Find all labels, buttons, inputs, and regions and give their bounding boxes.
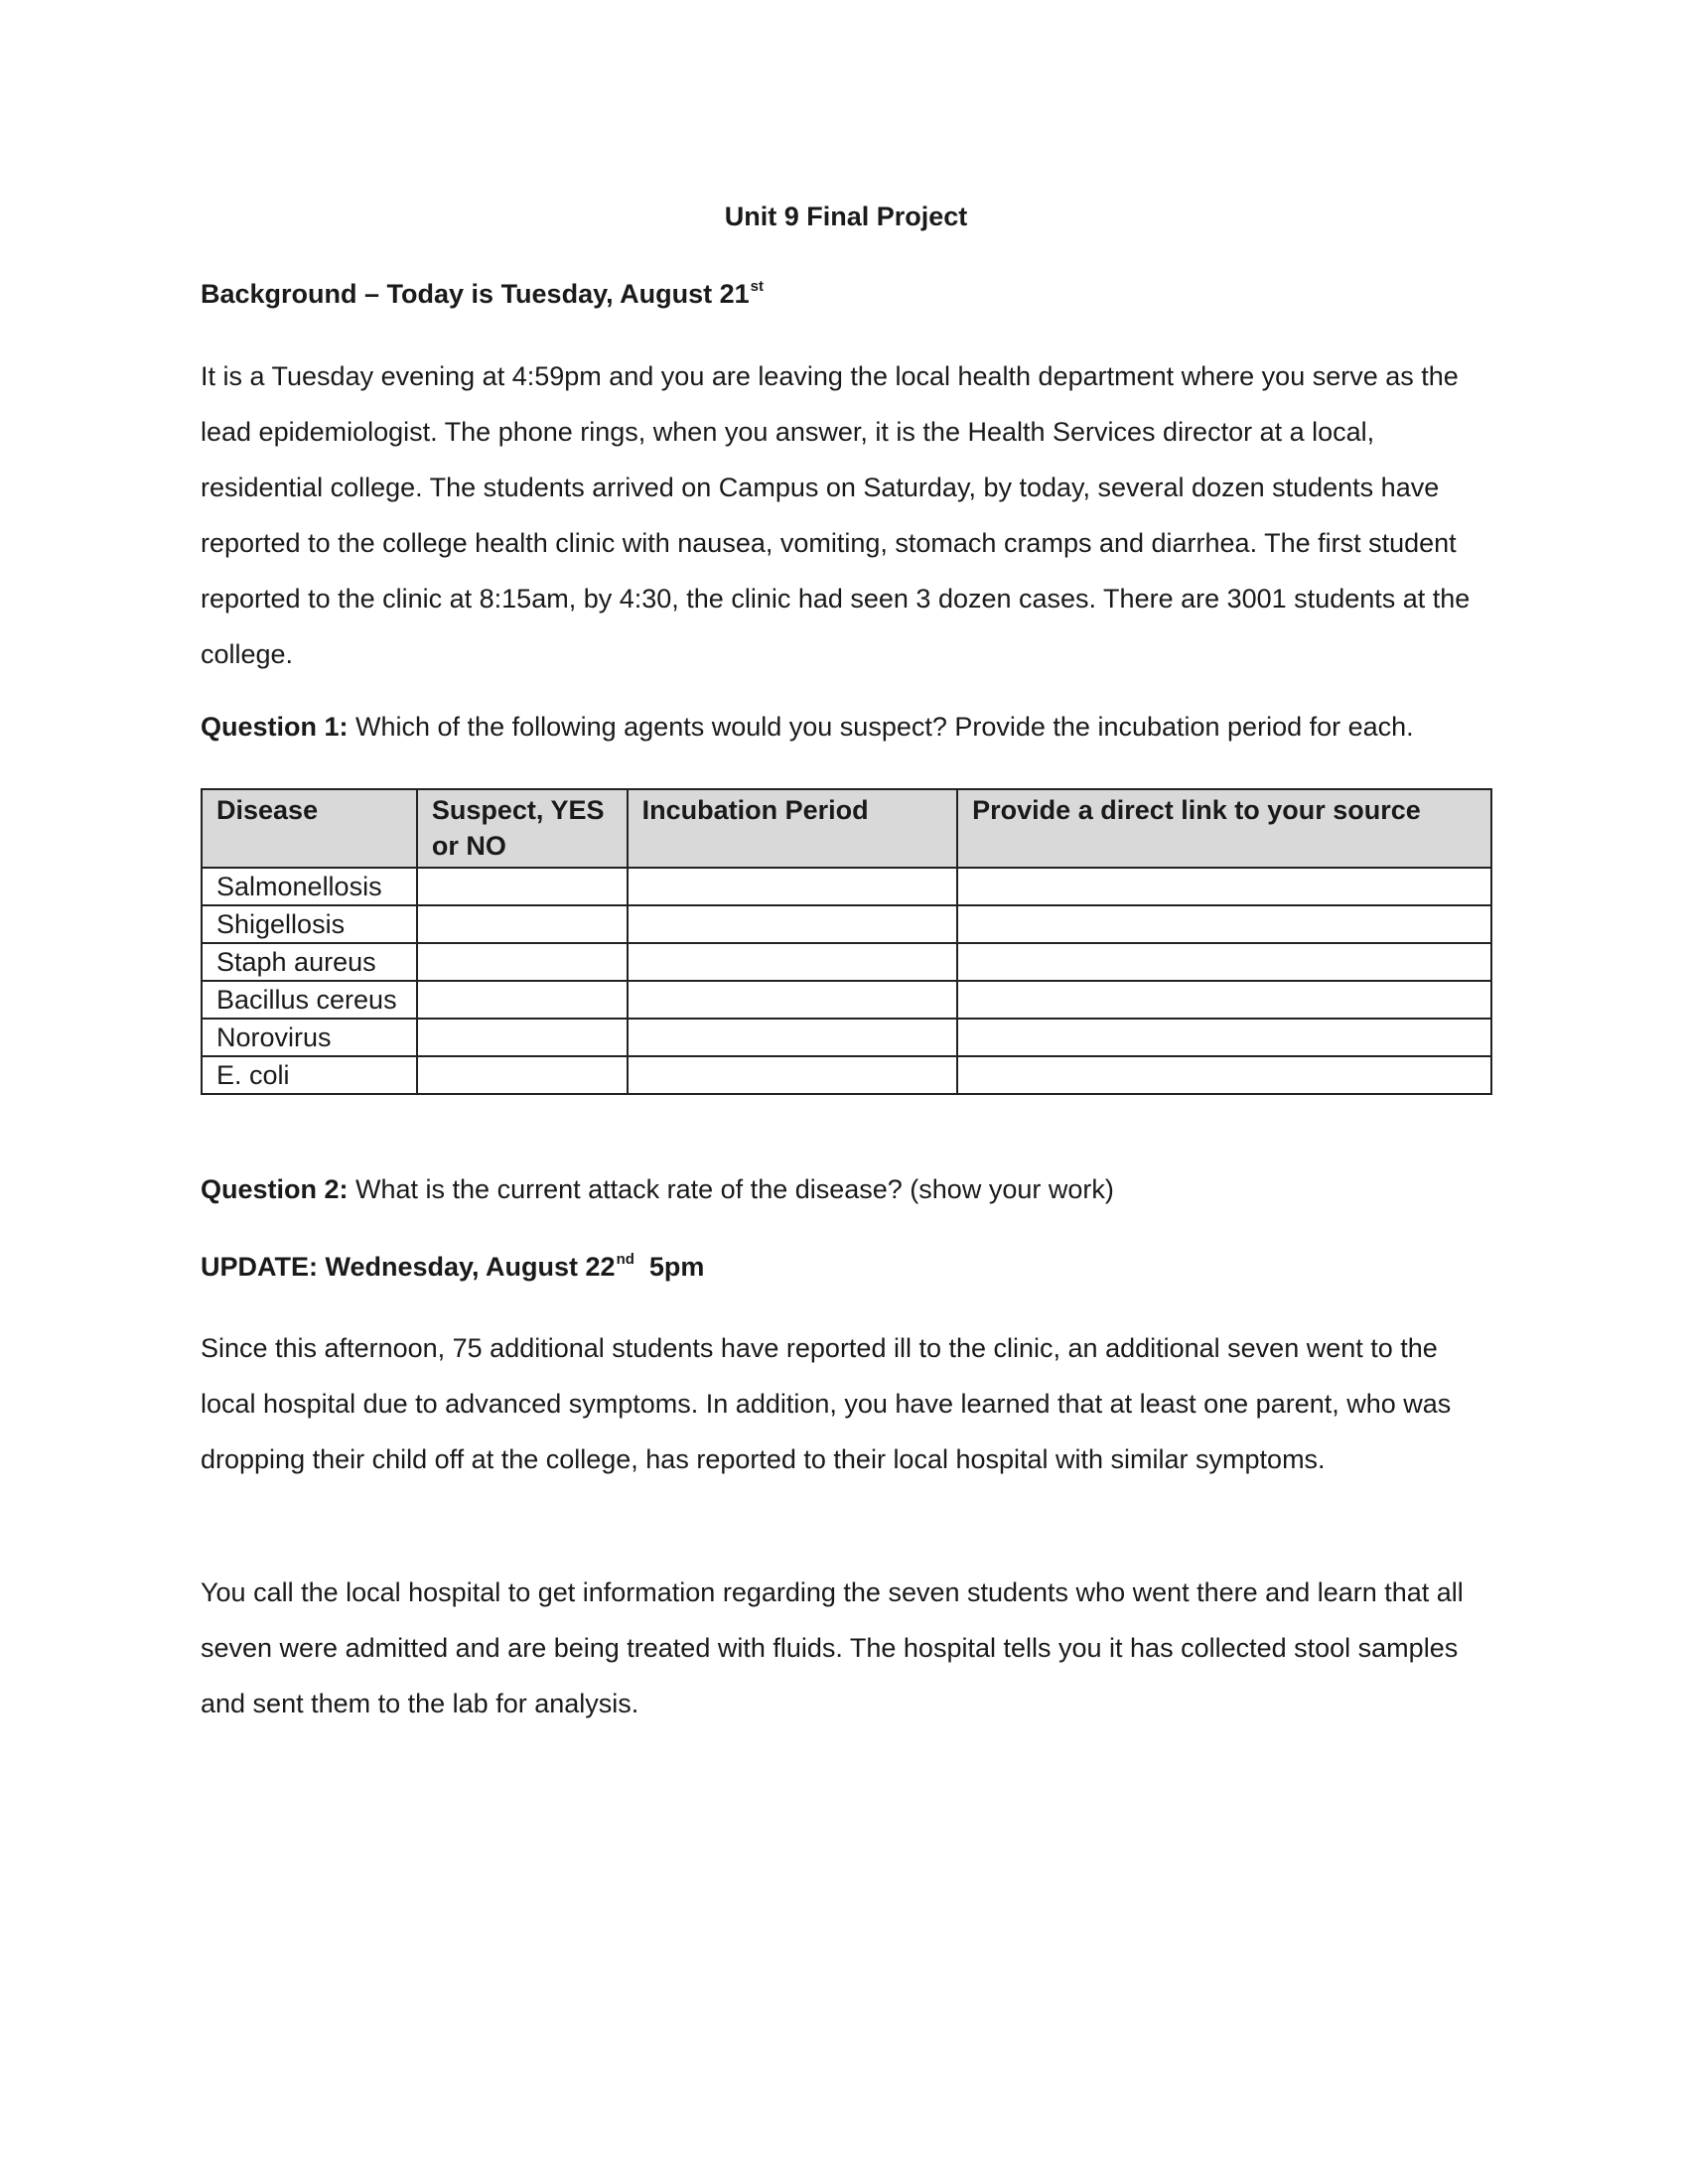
update-heading-text: UPDATE: Wednesday, August 22: [201, 1252, 616, 1282]
question-2-text: What is the current attack rate of the disease? (show your work): [348, 1174, 1114, 1204]
table-row: [202, 868, 1491, 905]
disease-table: [201, 788, 1492, 1095]
question-2-label: Question 2:: [201, 1174, 349, 1204]
source-cell[interactable]: [957, 868, 1491, 905]
disease-cell: Norovirus: [202, 1019, 417, 1056]
background-heading: [201, 279, 764, 310]
incubation-cell[interactable]: [628, 868, 958, 905]
update-heading: [201, 1252, 704, 1283]
table-row: [202, 943, 1491, 981]
background-paragraph: It is a Tuesday evening at 4:59pm and you are leaving the local health department where you serve as the lead epidemiologist. The phone rings, when you answer, it is the Health Services director at a local, residential college. The students arrived on Campus on Saturday, by today, several dozen students have reported to the college health clinic with nausea, vomiting, stomach cramps and diarrhea. The first student reported to the clinic at 8:15am, by 4:30, the clinic had seen 3 dozen cases. There are 3001 students at the college.: [201, 361, 1471, 669]
incubation-cell[interactable]: [628, 905, 958, 943]
source-cell[interactable]: [957, 981, 1491, 1019]
question-1-label: Question 1:: [201, 712, 349, 742]
incubation-cell[interactable]: [628, 1056, 958, 1094]
update-heading-time: 5pm: [633, 1252, 705, 1282]
source-cell[interactable]: [957, 943, 1491, 981]
suspect-cell[interactable]: [417, 1056, 628, 1094]
table-header-suspect: Suspect, YES or NO: [417, 789, 628, 868]
table-header-row: [202, 789, 1491, 868]
source-cell[interactable]: [957, 905, 1491, 943]
disease-cell: Staph aureus: [202, 943, 417, 981]
table-row: [202, 1019, 1491, 1056]
update-paragraph-1: Since this afternoon, 75 additional students have reported ill to the clinic, an additional seven went to the local hospital due to advanced symptoms. In addition, you have learned that at least one parent, who was dropping their child off at the college, has reported to their local hospital with similar symptoms.: [201, 1333, 1452, 1474]
suspect-cell[interactable]: [417, 1019, 628, 1056]
update-heading-suffix: nd: [616, 1251, 634, 1268]
question-2: [201, 1174, 1511, 1205]
incubation-cell[interactable]: [628, 1019, 958, 1056]
background-heading-suffix: st: [750, 278, 764, 295]
question-1: [201, 712, 1511, 743]
update-paragraph-2: You call the local hospital to get information regarding the seven students who went there and learn that all seven were admitted and are being treated with fluids. The hospital tells you it has collected stool samples and sent them to the lab for analysis.: [201, 1577, 1464, 1718]
disease-cell: Shigellosis: [202, 905, 417, 943]
incubation-cell[interactable]: [628, 943, 958, 981]
disease-cell: Salmonellosis: [202, 868, 417, 905]
table-header-disease: Disease: [202, 789, 417, 868]
suspect-cell[interactable]: [417, 905, 628, 943]
document-title: Unit 9 Final Project: [724, 202, 968, 231]
suspect-cell[interactable]: [417, 868, 628, 905]
table-header-incubation: Incubation Period: [628, 789, 958, 868]
table-row: [202, 905, 1491, 943]
disease-cell: Bacillus cereus: [202, 981, 417, 1019]
source-cell[interactable]: [957, 1056, 1491, 1094]
question-1-text: Which of the following agents would you suspect? Provide the incubation period for each.: [348, 712, 1414, 742]
background-heading-text: Background – Today is Tuesday, August 21: [201, 279, 750, 309]
table-row: [202, 1056, 1491, 1094]
table-row: [202, 981, 1491, 1019]
suspect-cell[interactable]: [417, 943, 628, 981]
table-header-source: Provide a direct link to your source: [957, 789, 1491, 868]
source-cell[interactable]: [957, 1019, 1491, 1056]
suspect-cell[interactable]: [417, 981, 628, 1019]
disease-cell: E. coli: [202, 1056, 417, 1094]
incubation-cell[interactable]: [628, 981, 958, 1019]
